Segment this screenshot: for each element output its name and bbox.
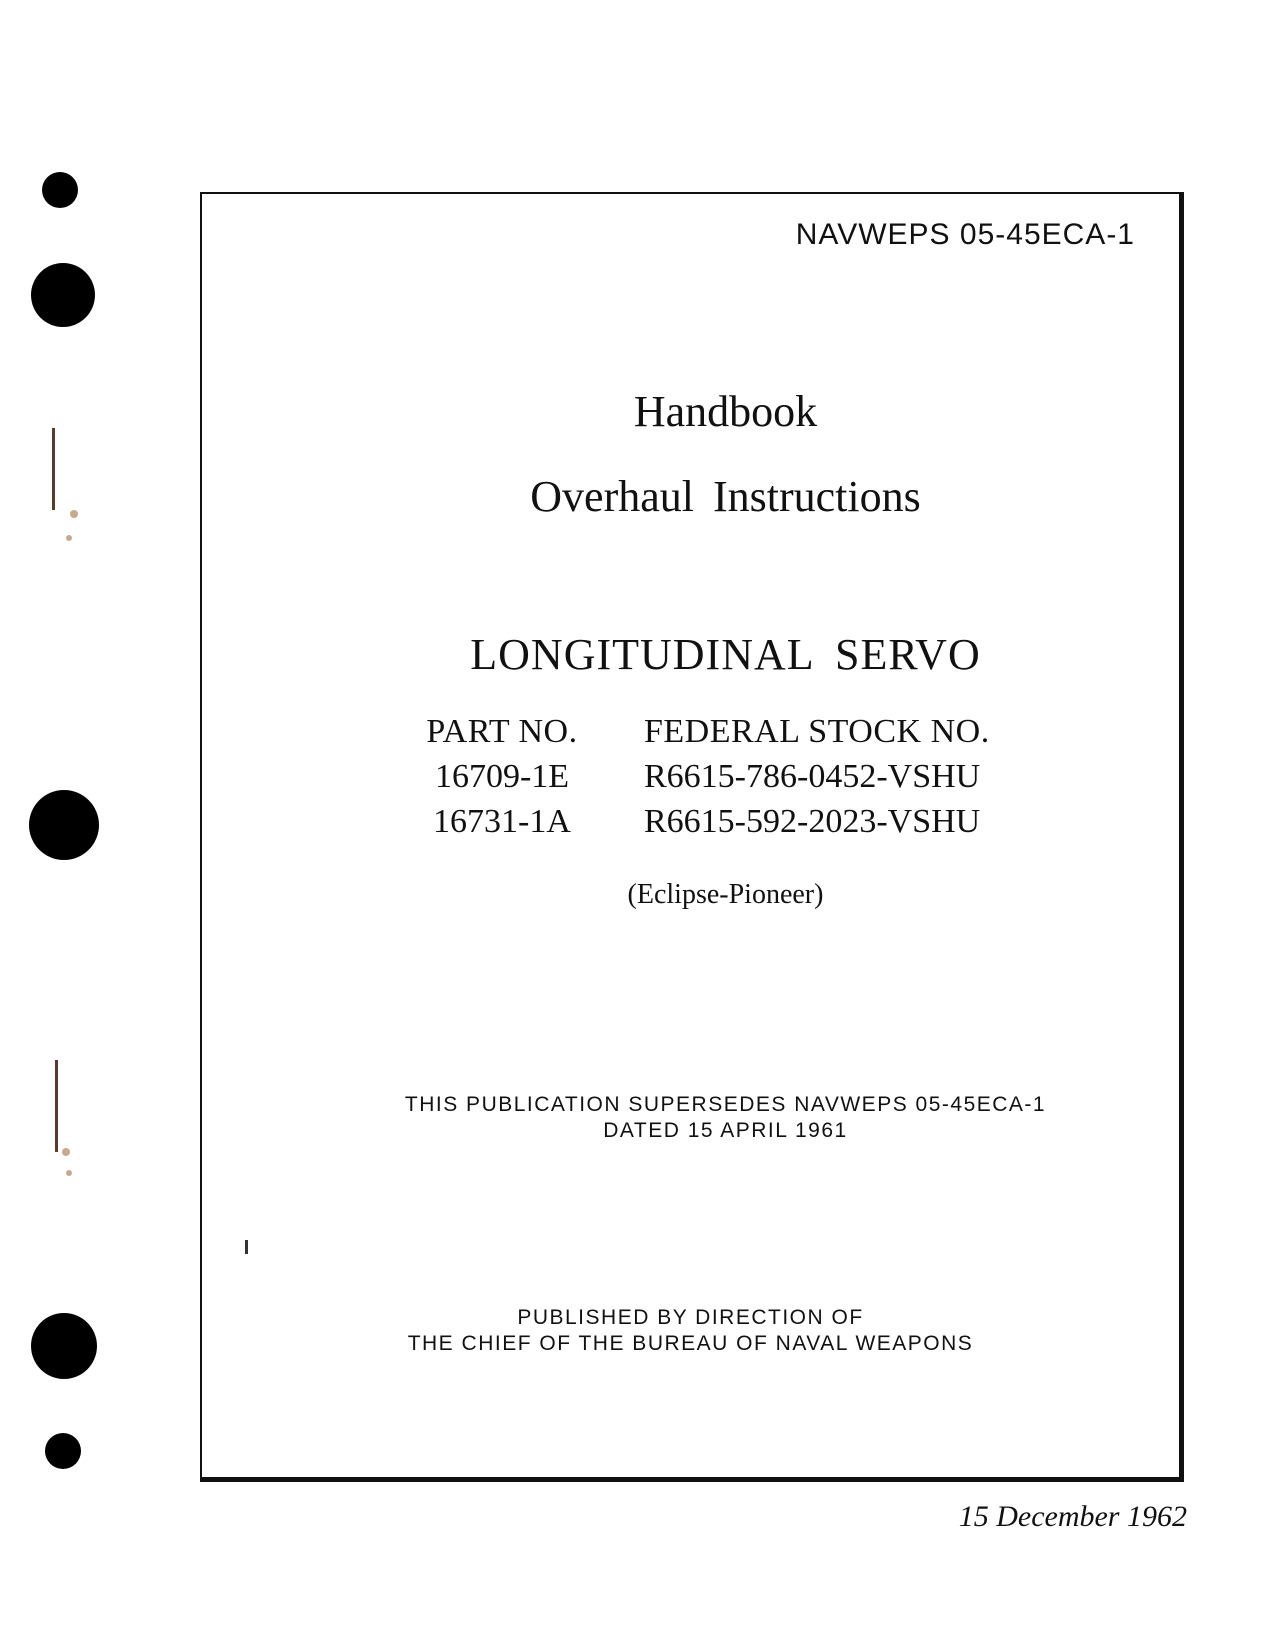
manufacturer: (Eclipse-Pioneer) [627,879,824,910]
binder-hole-1 [42,172,78,208]
supersedes-line-2: DATED 15 APRIL 1961 [603,1119,848,1142]
supersedes-line-1: THIS PUBLICATION SUPERSEDES NAVWEPS 05-45ECA-1 [404,1093,1047,1116]
margin-speck [62,1148,70,1156]
published-by-line-2: THE CHIEF OF THE BUREAU OF NAVAL WEAPONS [407,1332,974,1355]
cover-frame [200,192,1184,1482]
supersedes-notice [272,1092,1179,1144]
subject-title: LONGITUDINAL SERVO [470,630,981,679]
margin-speck [70,510,78,518]
table-row [352,799,1072,844]
part-number: 16709-1E [434,757,570,795]
margin-speck [66,535,72,541]
binder-hole-5 [45,1433,81,1469]
stock-number: R6615-592-2023-VSHU [644,802,981,840]
binder-hole-4 [31,1313,97,1379]
margin-speck [66,1170,72,1176]
binder-hole-2 [31,263,95,327]
table-row [352,754,1072,799]
header-federal-stock-no: FEDERAL STOCK NO. [644,712,990,750]
margin-mark [52,428,55,510]
parts-table-header [352,709,1072,754]
header-part-no: PART NO. [426,712,578,750]
publication-number: NAVWEPS 05-45ECA-1 [795,218,1135,251]
parts-table [352,709,1072,844]
publication-date: 15 December 1962 [958,1500,1187,1533]
margin-mark [55,1060,58,1152]
title-overhaul-instructions: Overhaul Instructions [530,472,921,521]
stock-number: R6615-786-0452-VSHU [644,757,981,795]
published-by-line-1: PUBLISHED BY DIRECTION OF [517,1306,864,1329]
part-number: 16731-1A [433,802,571,840]
binder-hole-3 [29,790,99,860]
title-handbook: Handbook [633,387,818,436]
published-by [202,1305,1179,1357]
